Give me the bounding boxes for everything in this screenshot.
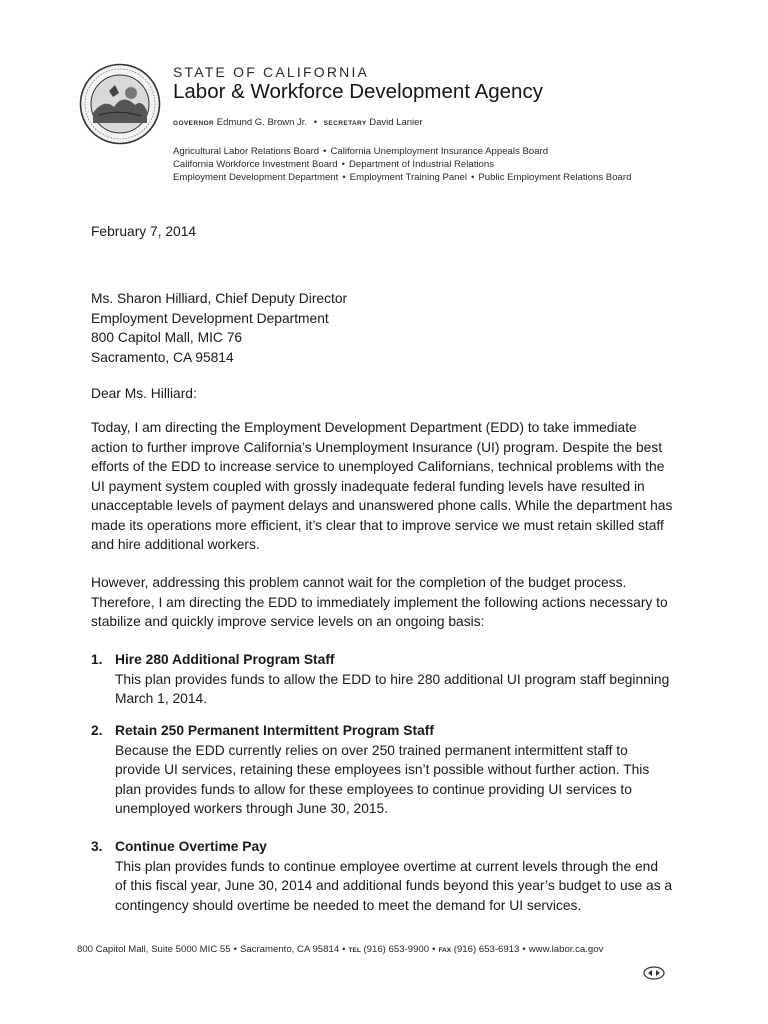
recipient-address xyxy=(91,289,347,367)
paragraph-line: Therefore, I am directing the EDD to immediately implement the following actions necessary to xyxy=(91,594,668,610)
board-name: Employment Development Department xyxy=(173,172,339,183)
paragraph-line: efforts of the EDD to increase service to unemployed Californians, technical problems with the xyxy=(91,459,665,474)
paragraph-directive xyxy=(91,573,668,632)
paragraph-line: action to further improve California’s Unemployment Insurance (UI) program. Despite the best xyxy=(91,439,663,455)
address-line: Sacramento, CA 95814 xyxy=(91,349,234,365)
board-name: California Workforce Investment Board xyxy=(173,159,338,170)
tel-label: TEL xyxy=(348,947,361,954)
state-name: STATE OF CALIFORNIA xyxy=(173,64,370,80)
item-body xyxy=(115,670,711,709)
secretary-label: SECRETARY xyxy=(323,120,367,127)
item-body xyxy=(115,857,711,916)
item-line: contingency should overtime be needed to meet the demand for UI services. xyxy=(115,897,582,913)
footer-address: 800 Capitol Mall, Suite 5000 MIC 55 xyxy=(77,944,231,955)
action-item xyxy=(91,721,711,819)
item-number: 3. xyxy=(91,839,103,854)
item-heading: Hire 280 Additional Program Staff xyxy=(115,652,335,667)
officials-line xyxy=(173,117,423,128)
board-name: Department of Industrial Relations xyxy=(348,159,494,170)
item-line: provide UI services, retaining these employees isn’t possible without further action. This xyxy=(115,762,650,777)
paragraph-line: and hire additional workers. xyxy=(91,537,260,552)
item-line: of this fiscal year, June 30, 2014 and additional funds beyond this year’s budget to use as a xyxy=(115,878,673,893)
agency-name: Labor & Workforce Development Agency xyxy=(173,80,543,103)
governor-label: GOVERNOR xyxy=(173,120,215,127)
footer-city: Sacramento, CA 95814 xyxy=(239,944,340,955)
boards-row: Employment Development Department • Employment Training Panel • Public Employment Relations Board xyxy=(173,172,632,183)
item-line: This plan provides funds to allow the EDD to hire 280 additional UI program staff beginning xyxy=(115,671,670,687)
item-heading: Retain 250 Permanent Intermittent Program Staff xyxy=(115,723,434,738)
board-name: California Unemployment Insurance Appeals Board xyxy=(330,146,549,157)
fax-label: FAX xyxy=(438,947,452,954)
action-item xyxy=(91,650,711,709)
item-line: Because the EDD currently relies on over 250 trained permanent intermittent staff to xyxy=(115,742,628,758)
item-line: March 1, 2014. xyxy=(115,691,208,706)
footer-tel: (916) 653-9900 xyxy=(363,944,430,955)
paragraph-line: Today, I am directing the Employment Development Department (EDD) to take immediate xyxy=(91,420,637,435)
recycle-icon xyxy=(643,966,665,980)
secretary-name: David Lanier xyxy=(369,117,423,128)
paragraph-intro xyxy=(91,418,672,555)
boards-row: Agricultural Labor Relations Board • California Unemployment Insurance Appeals Board xyxy=(173,146,549,157)
item-number: 2. xyxy=(91,723,103,738)
paragraph-line: However, addressing this problem cannot wait for the completion of the budget process. xyxy=(91,575,627,590)
paragraph-line: unacceptable levels of payment delays and unanswered phone calls. While the department has xyxy=(91,498,673,513)
address-line: Employment Development Department xyxy=(91,310,329,326)
address-line: Ms. Sharon Hilliard, Chief Deputy Director xyxy=(91,291,348,306)
paragraph-line: UI payment system coupled with grossly inadequate federal funding levels have resulted in xyxy=(91,478,645,494)
item-heading: Continue Overtime Pay xyxy=(115,839,267,854)
letter-date: February 7, 2014 xyxy=(91,224,197,239)
salutation: Dear Ms. Hilliard: xyxy=(91,386,197,401)
boards-list xyxy=(173,145,631,184)
footer-fax: (916) 653-6913 xyxy=(453,944,520,955)
item-line: plan provides funds to allow for these employees to continue providing UI services to xyxy=(115,781,632,797)
board-name: Employment Training Panel xyxy=(349,172,467,183)
state-seal-icon xyxy=(79,63,161,145)
paragraph-line: made its operations more efficient, it’s clear that to improve service we must retain skilled staff xyxy=(91,517,664,533)
action-item xyxy=(91,837,711,915)
bullet-separator: • xyxy=(313,117,318,128)
board-name: Agricultural Labor Relations Board xyxy=(173,146,320,157)
item-line: unemployed workers through June 30, 2015. xyxy=(115,801,389,816)
board-name: Public Employment Relations Board xyxy=(478,172,632,183)
footer-website: www.labor.ca.gov xyxy=(528,944,604,955)
item-number: 1. xyxy=(91,652,103,667)
governor-name: Edmund G. Brown Jr. xyxy=(216,117,308,128)
letterhead-footer: 800 Capitol Mall, Suite 5000 MIC 55 • Sacramento, CA 95814 • TEL (916) 653-9900 • FAX (916) 653-6913 • www.labor.ca.gov xyxy=(77,944,604,955)
boards-row: California Workforce Investment Board • Department of Industrial Relations xyxy=(173,159,494,170)
paragraph-line: stabilize and quickly improve service levels on an ongoing basis: xyxy=(91,614,485,629)
address-line: 800 Capitol Mall, MIC 76 xyxy=(91,330,243,345)
item-body xyxy=(115,741,711,819)
item-line: This plan provides funds to continue employee overtime at current levels through the end xyxy=(115,858,658,874)
